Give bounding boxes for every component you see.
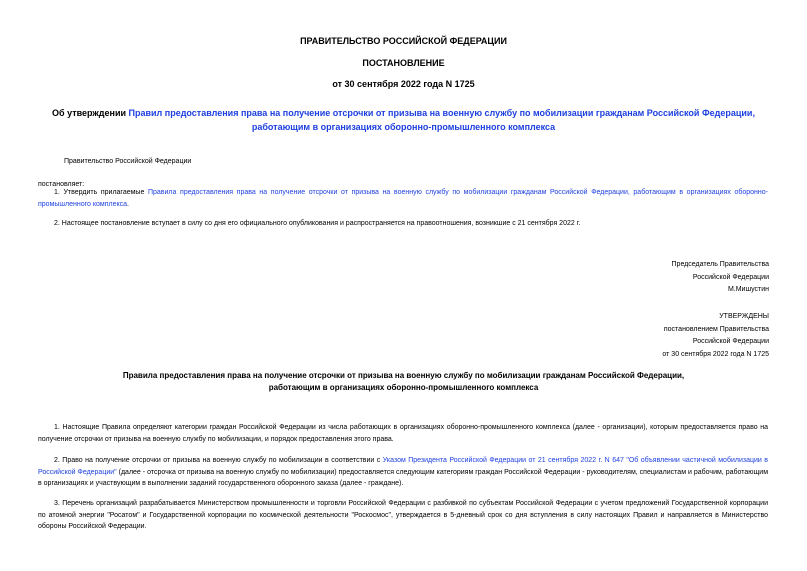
intro-text: Правительство Российской Федерации — [64, 158, 192, 165]
item-1-suffix: . — [127, 200, 129, 208]
document-type: ПОСТАНОВЛЕНИЕ — [362, 58, 445, 68]
rules-paragraph-2 — [38, 455, 768, 490]
approval-line-1: УТВЕРЖДЕНЫ — [719, 313, 769, 320]
document-date-number: от 30 сентября 2022 года N 1725 — [332, 79, 475, 89]
item-1 — [38, 187, 768, 210]
approval-line-4: от 30 сентября 2022 года N 1725 — [662, 350, 769, 358]
signature-block — [672, 259, 769, 297]
decree-647-link[interactable]: Указом Президента Российской Федерации от 21 сентября 2022 г. N 647 "Об объявлении частичной мобилизации в Российской Федерации" — [38, 457, 768, 476]
approval-line-2: постановлением Правительства — [663, 325, 769, 333]
government-heading: ПРАВИТЕЛЬСТВО РОССИЙСКОЙ ФЕДЕРАЦИИ — [300, 36, 507, 46]
p2-suffix: (далее - отсрочка от призыва на военную службу по мобилизации) предоставляется следующим категориям граждан Российской Федерации - руководителям, специалистам и рабочим, работающим в организациях и участвующим в выполнении заданий государственного оборонного заказа (далее - граждане). — [38, 468, 769, 487]
approval-block — [662, 311, 769, 361]
item-1-rules-link[interactable]: Правила предоставления права на получение отсрочки от призыва на военную службу по мобилизации гражданам Российской Федерации, работающим в организациях оборонно-промышленного комплекса — [38, 189, 769, 208]
title-prefix: Об утверждении — [52, 108, 129, 118]
p2-prefix: 2. Право на получение отсрочки от призыва на военную службу по мобилизации в соответствии с — [54, 457, 383, 464]
rules-paragraph-3: 3. Перечень организаций разрабатывается Министерством промышленности и торговли Российской Федерации с разбивкой по субъектам Российской Федерации с учетом предложений Государственной корпорации по атомной энергии "Росатом" и Государственной корпорации по космической деятельности "Роскосмос", утверждается в 5-дневный срок со дня вступления в силу настоящих Правил и направляется в Министерство обороны Российской Федерации. — [38, 500, 768, 530]
document-title — [50, 106, 757, 134]
signature-position: Председатель Правительства — [671, 261, 769, 268]
decides-text: постановляет: — [38, 181, 85, 188]
approval-line-3: Российской Федерации — [692, 338, 769, 345]
rules-title: Правила предоставления права на получение отсрочки от призыва на военную службу по мобилизации гражданам Российской Федерации, работающим в организациях оборонно-промышленного комплекса — [122, 371, 685, 392]
item-1-prefix: 1. Утвердить прилагаемые — [54, 189, 148, 196]
signature-name: М.Мишустин — [727, 286, 769, 293]
title-rules-link[interactable]: Правил предоставления права на получение отсрочки от призыва на военную службу по мобилизации гражданам Российской Федерации, работающим в организациях оборонно-промышленного комплекса — [128, 108, 755, 132]
rules-paragraph-1: 1. Настоящие Правила определяют категории граждан Российской Федерации из числа работающих в организациях оборонно-промышленного комплекса (далее - организации), которым предоставляется право на получение отсрочки от призыва на военную службу по мобилизации, и порядок предоставления этого права. — [38, 424, 768, 443]
item-2: 2. Настоящее постановление вступает в силу со дня его официального опубликования и распространяется на правоотношения, возникшие с 21 сентября 2022 г. — [54, 220, 581, 227]
signature-position-2: Российской Федерации — [692, 273, 769, 281]
